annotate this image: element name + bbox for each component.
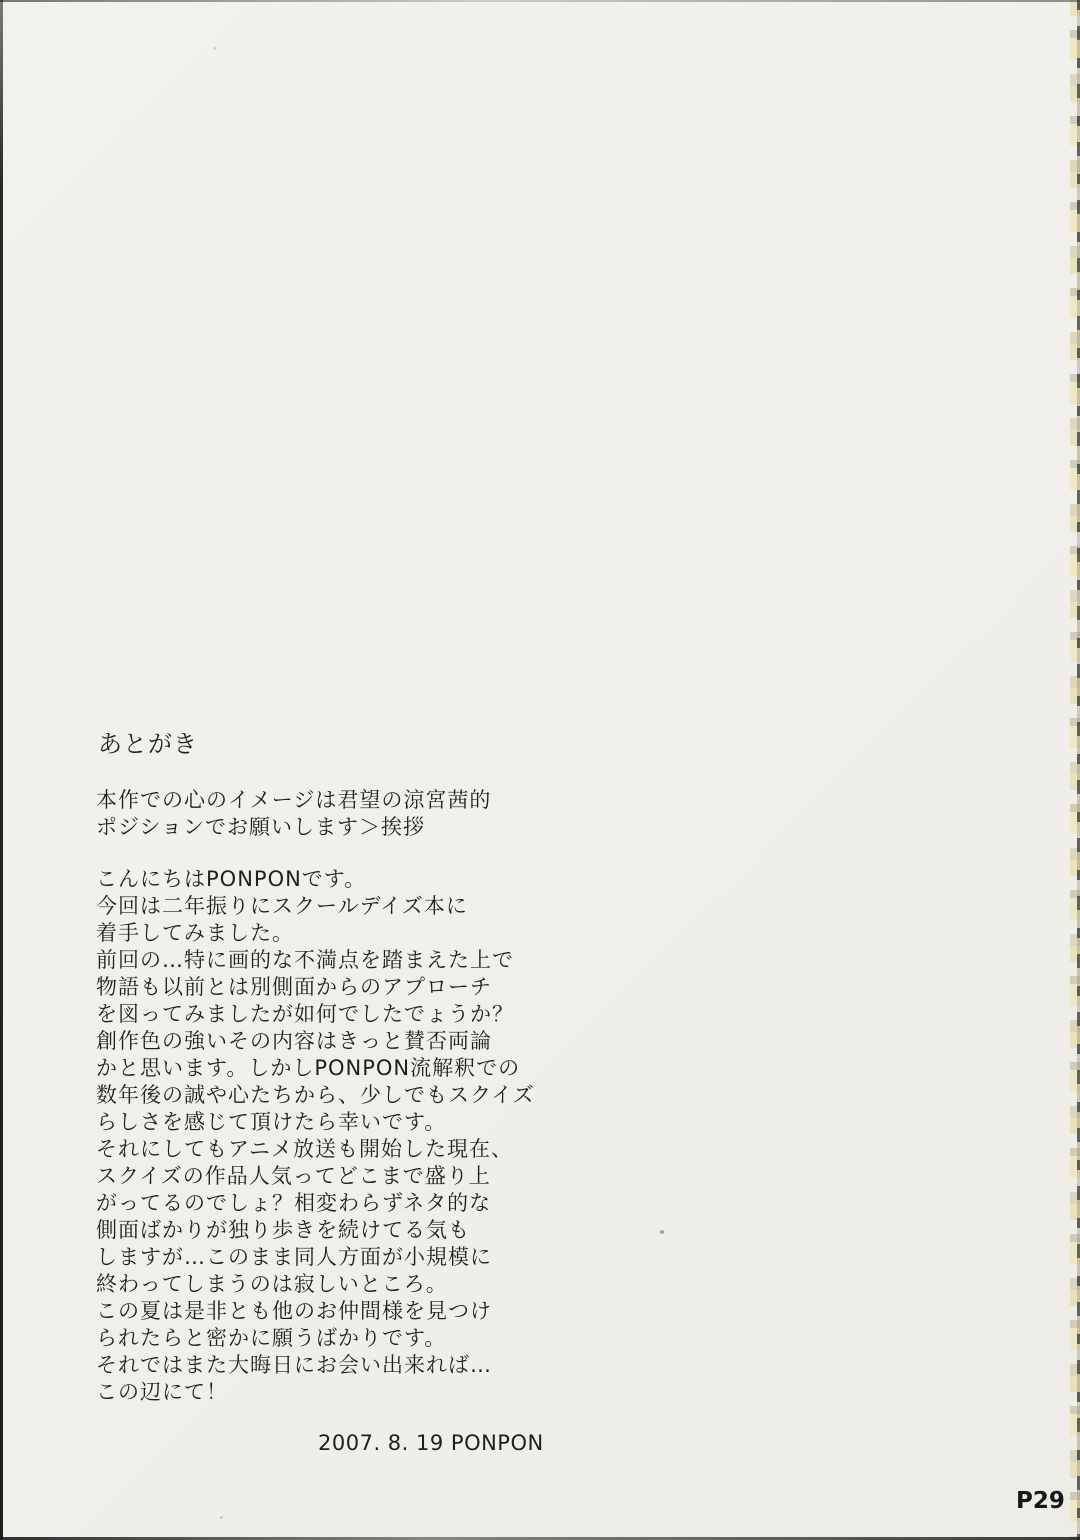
text-line: かと思います。しかしPONPON流解釈での [96,1056,521,1080]
text-line: 前回の…特に画的な不満点を踏まえた上で [96,948,514,972]
scan-border-top [0,0,1080,2]
text-line: この夏は是非とも他のお仲間様を見つけ [96,1299,492,1323]
text-line: 物語も以前とは別側面からのアプローチ [96,975,492,999]
scan-border-left [0,0,3,1540]
text-line: スクイズの作品人気ってどこまで盛り上 [96,1164,491,1188]
text-line: を図ってみましたが如何でしたでょうか？ [96,1002,514,1026]
paper-speck [220,1516,223,1519]
text-line: 創作色の強いその内容はきっと賛否両論 [96,1029,492,1053]
afterword-intro-note [96,787,491,841]
text-line: それにしてもアニメ放送も開始した現在、 [96,1137,513,1161]
text-line: 本作での心のイメージは君望の涼宮茜的 [96,788,492,812]
text-line: こんにちはPONPONです。 [96,867,367,891]
text-line: 今回は二年振りにスクールデイズ本に [96,894,468,918]
text-line: この辺にて！ [96,1380,228,1404]
afterword-body-text [96,866,535,1406]
text-line: 着手してみました。 [96,921,294,945]
text-line: 側面ばかりが独り歩きを続けてる気も [96,1218,470,1242]
text-line: がってるのでしょ？相変わらずネタ的な [96,1191,492,1215]
text-line: しますが…このまま同人方面が小規模に [96,1245,492,1269]
text-line: 数年後の誠や心たちから、少しでもスクイズ [96,1083,535,1107]
text-line: 終わってしまうのは寂しいところ。 [96,1272,448,1296]
text-line: られたらと密かに願うばかりです。 [96,1326,447,1350]
afterword-title: あとがき [98,730,198,758]
paper-speck [214,47,216,50]
paper-speck [660,1230,664,1234]
text-line: それではまた大晦日にお会い出来れば… [96,1353,492,1377]
page-number: P29 [1016,1488,1065,1514]
text-line: らしさを感じて頂けたら幸いです。 [96,1110,447,1134]
text-line: ポジションでお願いします＞挨拶 [96,815,426,839]
date-signature: 2007. 8. 19 PONPON [318,1431,544,1455]
